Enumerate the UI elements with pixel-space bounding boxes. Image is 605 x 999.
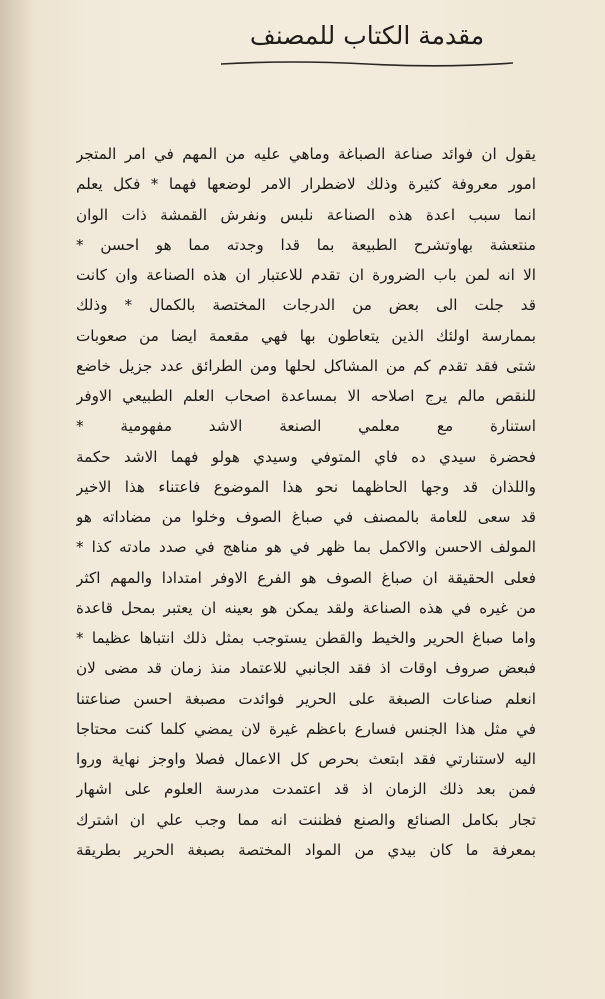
text-line: المولف الاحسن والاكمل بما ظهر في هو مناهج في صدد مادته كذا *: [76, 538, 536, 557]
text-line: الا انه لمن باب الضرورة ان تقدم للاعتبار ان هذه الصناعة وان كانت: [76, 266, 536, 284]
heading-underline: [217, 58, 517, 70]
text-line: منتعشة بهاوتشرح الطبيعة بما قدا وجدته مما هو احسن *: [76, 235, 536, 254]
text-line: فبعض صروف اوقات اذ فقد الجانبي للاعتماد منذ زمان قد مضى لان: [76, 659, 536, 678]
text-line: واما صباغ الحرير والخيط والقطن يستوجب بمثل ذلك انتباها عظيما *: [76, 629, 536, 647]
text-line: تجار بكامل الصنائع والصنع فظننت انه مما وجب علي ان اشترك: [76, 810, 536, 829]
text-line: اليه لاستنارتي فقد ابتعث بحرص كل الاعمال فصلا واوجز نهاية وروا: [76, 750, 536, 768]
text-line: امور معروفة كثيرة وذلك لاضطرار الامر لوضعها فهما * فكل يعلم: [76, 175, 536, 194]
text-line: بمعرفة ما كان بيدي من المواد المختصة بصبغة الحرير بطريقة: [76, 840, 536, 859]
text-line: واللذان قد وجها الحاظهما نحو هذا الموضوع فاعتناء هذا الاخير: [76, 477, 536, 496]
text-line: انما سبب اعدة هذه الصناعة نلبس ونفرش القمشة ذات الوان: [76, 205, 536, 224]
book-spine-shadow: [0, 0, 34, 999]
text-line: للنقص مالم يرج اصلاحه الا بمساعدة اصحاب العلم الطبيعي الاوفر: [76, 387, 536, 405]
text-line: فمن بعد ذلك الزمان اذ قد اعتمدت مدرسة العلوم على اشهار: [76, 780, 536, 799]
text-line: يقول ان فوائد صناعة الصباغة وماهي عليه من المهم في امر المتجر: [76, 145, 536, 163]
text-line: استنارة مع معلمي الصنعة الاشد مفهومية *: [76, 417, 536, 436]
text-line: قد سعى للعامة بالمصنف في صباغ الصوف وخلوا من مضاداته هو: [76, 508, 536, 526]
text-line: انعلم صناعات الصبغة على الحرير فوائدت مصبغة احسن صناعتنا: [76, 689, 536, 708]
page-heading: مقدمة الكتاب للمصنف: [249, 21, 485, 50]
text-line: قد جلت الى بعض من الدرجات المختصة بالكمال * وذلك: [76, 296, 536, 315]
text-line: بممارسة اولئك الذين يتعاطون بها فهي مقعمة ايضا من صعوبات: [76, 326, 536, 345]
text-line: فعلى الحقيقة ان صباغ الصوف هو الفرع الاوفر امتدادا والمهم اكثر: [76, 568, 536, 587]
text-line: فحضرة سيدي ده فاي المتوفي وسيدي هولو فهما الاشد حكمة: [76, 447, 536, 466]
manuscript-text: [76, 139, 536, 865]
text-line: من غيره في هذه الصناعة ولقد يمكن هو بعينه ان يعتبر بمحل قاعدة: [76, 598, 536, 617]
text-line: في مثل هذا الجنس فسارع باعظم غيرة لان يمضي كلما كنت محتاجا: [76, 719, 536, 738]
text-line: شتى فقد تقدم كم من المشاكل لحلها ومن الطرائق عدد جزيل خاضع: [76, 356, 536, 375]
